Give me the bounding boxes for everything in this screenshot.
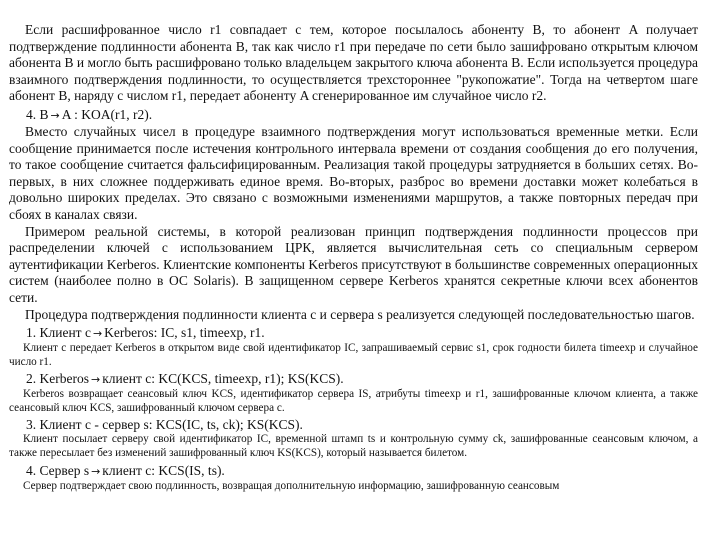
step-1-to: Kerberos: IC, s1, timeexp, r1. (104, 325, 265, 341)
step-3 (9, 416, 698, 433)
paragraph-auth-result: Если расшифрованное число r1 совпадает с тем, которое посылалось абоненту B, то абонент A получает подтверждение подлинности абонента B, так как число r1 при передаче по сети было зашифровано открытым ключом абонента B и могло быть расшифровано только владельцем закрытого ключа абонента B. Если используется процедура взаимного подтверждения подлинности, то осуществляется трехстороннее "рукопожатие". Тогда на четвертом шаге абонент B, наряду с числом r1, передает абоненту A сгенерированное им случайное число r2. (9, 22, 698, 104)
step-1 (9, 324, 698, 342)
paragraph-timestamps: Вместо случайных чисел в процедуре взаимного подтверждения могут использоваться временные метки. Если сообщение принимается после истечения контрольного интервала времени от создания сообщения до его получения, то такое сообщение считается фальсифицированным. Реализация такой процедуры затрудняется в больших сетях. Во-первых, в них сложнее поддерживать единое время. Во-вторых, разброс во времени доставки может колебаться в довольно широких пределах. Это связано с возможными изменениями маршрутов, а также повторных передач при сбоях в каналах связи. (9, 123, 698, 222)
step-3-text: 3. Клиент c - сервер s: KCS(IC, ts, ck); KS(KCS). (26, 417, 303, 433)
note-step-4: Сервер подтверждает свою подлинность, возвращая дополнительную информацию, зашифрованную сеансовым (23, 479, 560, 492)
arrow-icon: → (90, 373, 101, 387)
step-4 (9, 462, 698, 480)
note-step-3: Клиент посылает серверу свой идентификатор IC, временной штамп ts и контрольную сумму ck, зашифрованные сеансовым ключом, а также пересылает без изменений зашифрованный ключ KS(KCS), который называется билетом. (9, 433, 698, 460)
step-2-from: 2. Kerberos (26, 371, 89, 387)
note-step-2: Kerberos возвращает сеансовый ключ KCS, идентификатор сервера IS, атрибуты timeexp и r1, зашифрованные ключом клиента, а также сеансовый ключ KCS, зашифрованный ключом сервера c. (9, 388, 698, 414)
step-2-to: клиент c: KC(KCS, timeexp, r1); KS(KCS). (102, 371, 344, 387)
arrow-icon: → (92, 327, 103, 341)
paragraph-procedure-intro: Процедура подтверждения подлинности клиента c и сервера s реализуется следующей последовательностью шагов. (25, 306, 695, 322)
step-4-prefix: 4. B (26, 106, 49, 122)
step-4-suffix: A : KOA(r1, r2). (61, 106, 153, 122)
step-4-from: 4. Сервер s (26, 462, 90, 478)
arrow-icon: → (91, 464, 101, 478)
step-4-to: клиент c: KCS(IS, ts). (102, 462, 225, 478)
step-4-b-to-a (9, 106, 698, 124)
note-step-1: Клиент c передает Kerberos в открытом виде свой идентификатор IC, запрашиваемый сервис s1, срок годности билета timeexp и случайное число r1. (9, 342, 698, 368)
step-2 (9, 370, 698, 388)
step-1-from: 1. Клиент c (26, 325, 91, 341)
paragraph-kerberos-example: Примером реальной системы, в которой реализован принцип подтверждения подлинности процессов при распределении ключей с использованием ЦРК, является вычислительная сеть со специальным сервером аутентификации Kerberos. Клиентские компоненты Kerberos присутствуют в большинстве современных операционных систем (наиболее полно в ОС Solaris). В защищенном сервере Kerberos хранятся секретные ключи всех абонентов сети. (9, 223, 698, 305)
arrow-icon: → (50, 108, 60, 122)
